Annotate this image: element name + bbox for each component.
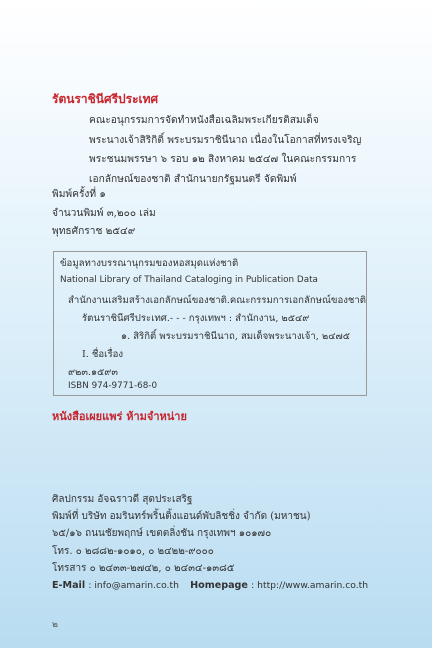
book-title: รัตนราชินีศรีประเทศ xyxy=(52,92,159,106)
cip-classification: ๙๒๓.๑๕๙๓ xyxy=(68,367,118,378)
print-run: จำนวนพิมพ์ ๓,๒๐๐ เล่ม xyxy=(52,207,156,219)
printer-fax: โทรสาร ๐ ๒๔๓๓-๒๗๔๒, ๐ ๒๔๓๔-๑๓๘๕ xyxy=(52,562,235,574)
email-label: E-Mail xyxy=(52,580,86,592)
intro-line: คณะอนุกรรมการจัดทำหนังสือเฉลิมพระเกียรติสมเด็จ xyxy=(89,115,319,126)
edition: พิมพ์ครั้งที่ ๑ xyxy=(52,189,106,200)
cip-english-heading: National Library of Thailand Cataloging in Publication Data xyxy=(60,275,318,285)
cip-data-box xyxy=(53,251,367,396)
printer-name: พิมพ์ที่ บริษัท อมรินทร์พริ้นติ้งแอนด์พับลิชชิ่ง จำกัด (มหาชน) xyxy=(52,511,311,523)
homepage-label: Homepage xyxy=(190,580,248,592)
printer-phone: โทร. ๐ ๒๘๘๒-๑๐๑๐, ๐ ๒๔๒๒-๙๐๐๐ xyxy=(52,545,214,557)
intro-line: พระชนมพรรษา ๖ รอบ ๑๒ สิงหาคม ๒๕๔๗ ในคณะกรรมการ xyxy=(89,154,357,165)
page-number: ๒ xyxy=(52,620,58,630)
homepage-link[interactable]: : http://www.amarin.co.th xyxy=(251,580,369,592)
contact-row xyxy=(52,577,368,594)
cip-subject-line: ๑. สิริกิติ์ พระบรมราชินีนาถ, สมเด็จพระนางเจ้า, ๒๔๗๕ xyxy=(121,331,350,342)
intro-paragraph xyxy=(89,111,389,189)
intro-line: เอกลักษณ์ของชาติ สำนักนายกรัฐมนตรี จัดพิมพ์ xyxy=(89,173,297,185)
cip-heading: ข้อมูลทางบรรณานุกรมของหอสมุดแห่งชาติ xyxy=(60,258,239,269)
intro-line: พระนางเจ้าสิริกิติ์ พระบรมราชินีนาถ เนื่องในโอกาสที่ทรงเจริญ xyxy=(89,134,362,146)
cip-title-added-entry: I. ชื่อเรื่อง xyxy=(82,349,124,360)
printer-address: ๖๕/๑๖ ถนนชัยพฤกษ์ เขตตลิ่งชัน กรุงเทพฯ ๑๐๑๗๐ xyxy=(52,528,272,540)
cip-main-entry: สำนักงานเสริมสร้างเอกลักษณ์ของชาติ.คณะกรรมการเอกลักษณ์ของชาติ xyxy=(68,295,367,306)
email-link[interactable]: : info@amarin.co.th xyxy=(88,580,179,592)
not-for-sale-notice: หนังสือเผยแพร่ ห้ามจำหน่าย xyxy=(52,410,187,423)
publisher-info xyxy=(52,491,368,594)
cip-title-line: รัตนราชินีศรีประเทศ.- - - กรุงเทพฯ : สำนักงาน, ๒๕๔๙ xyxy=(82,313,310,324)
art-credit: ศิลปกรรม อัจฉราวดี สุดประเสริฐ xyxy=(52,494,193,505)
publication-year: พุทธศักราช ๒๕๔๙ xyxy=(52,226,136,237)
print-info xyxy=(52,186,156,242)
cip-isbn: ISBN 974-9771-68-0 xyxy=(68,381,158,391)
